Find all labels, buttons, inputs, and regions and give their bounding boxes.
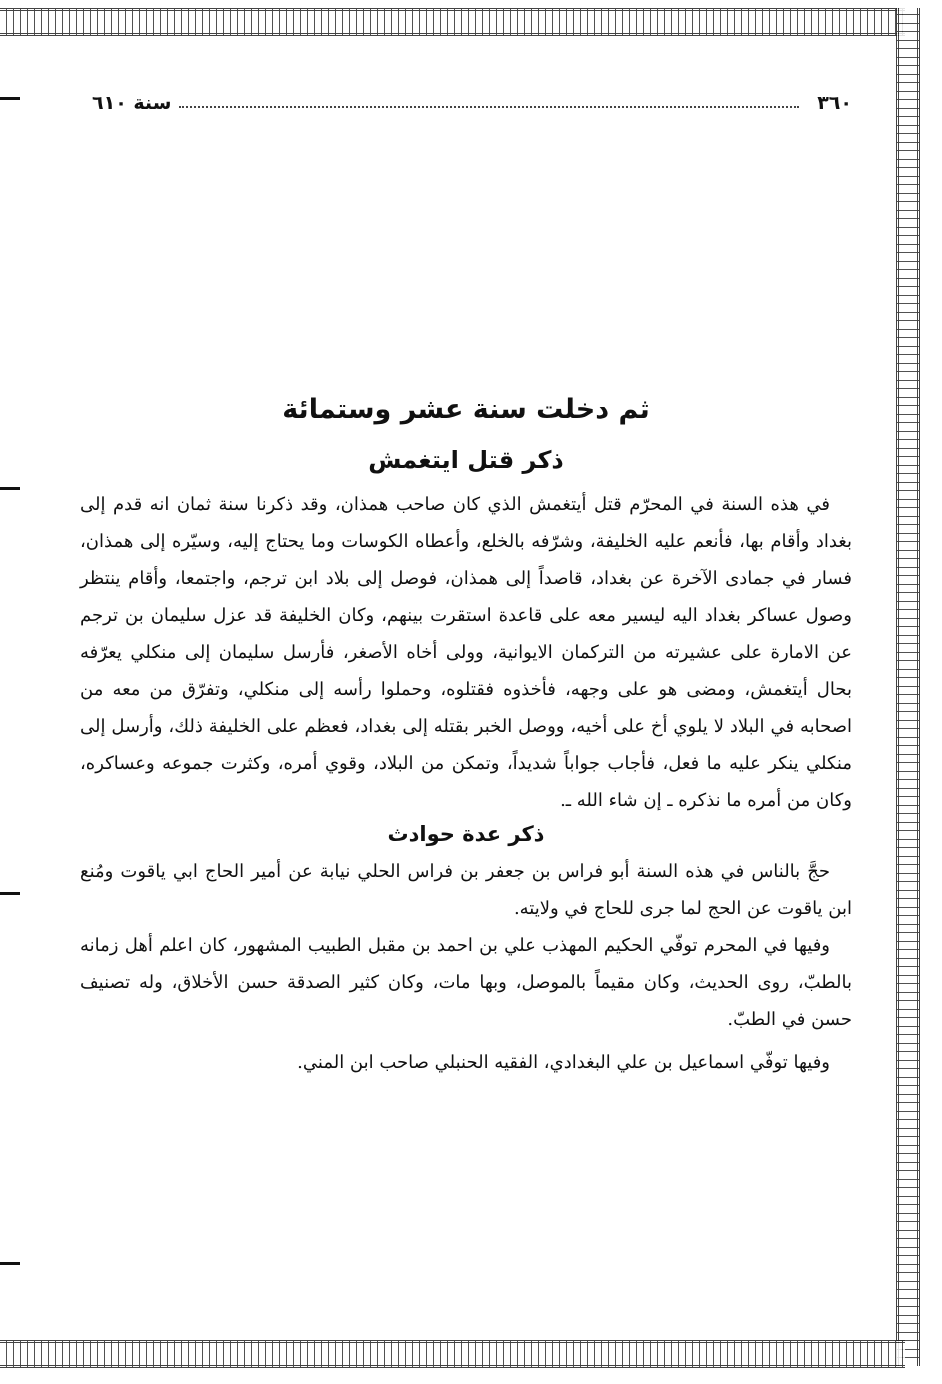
edge-tick-mark (0, 1262, 20, 1265)
paragraph: وفيها في المحرم توفّي الحكيم المهذب علي بن احمد بن مقبل الطبيب المشهور، كان اعلم أهل زمانه بالطبّ، روى الحديث، وكان مقيماً بالموصل، وبها مات، وكان كثير الصدقة حسن الأخلاق، وله تصنيف حسن في الطبّ. (80, 935, 852, 1030)
running-head-year: سنة ٦١٠ (92, 92, 172, 114)
section-heading-events: ذكر عدة حوادث (387, 822, 545, 846)
page-body (80, 390, 852, 1081)
page-number: ٣٦٠ (817, 92, 852, 114)
running-head (92, 86, 852, 114)
edge-tick-mark (0, 487, 20, 490)
ornamental-border-right (896, 8, 920, 1366)
section-heading-itughmish: ذكر قتل ايتغمش (368, 446, 564, 474)
ornamental-border-bottom (0, 1340, 905, 1368)
edge-tick-mark (0, 892, 20, 895)
ornamental-border-top (0, 8, 905, 36)
edge-tick-mark (0, 97, 20, 100)
paragraph: حجَّ بالناس في هذه السنة أبو فراس بن جعفر بن فراس الحلي نيابة عن أمير الحاج ابي ياقوت ومُنع ابن ياقوت عن الحج لما جرى للحاج في ولايته. (80, 861, 852, 919)
paragraph: في هذه السنة في المحرّم قتل أيتغمش الذي كان صاحب همذان، وقد ذكرنا سنة ثمان انه قدم إلى بغداد وأقام بها، فأنعم عليه الخليفة، وشرّفه بالخلع، وأعطاه الكوسات وما يحتاج إليه، وسيّره إلى همذان، فسار في جمادى الآخرة عن بغداد، قاصداً إلى همذان، فوصل إلى بلاد ابن ترجم، واجتمعا، وأقام ينتظر وصول عساكر بغداد اليه ليسير معه على قاعدة استقرت بينهم، وكان الخليفة قد عزل سليمان بن ترجم عن الامارة على عشيرته من التركمان الايوانية، وولى أخاه الأصغر، فأرسل سليمان إلى منكلي يعرّفه بحال أيتغمش، ومضى هو على وجهه، فأخذوه فقتلوه، وحملوا رأسه إلى منكلي، وتفرّق من معه من اصحابه في البلاد لا يلوي أخ على أخيه، ووصل الخبر بقتله إلى بغداد، فعظم على الخليفة ذلك، وأرسل إلى منكلي ينكر عليه ما فعل، فأجاب جواباً شديداً، وتمكن من البلاد، وقوي أمره، وكثرت جموعه وعساكره، وكان من أمره ما نذكره ـ إن شاء الله ـ. (80, 494, 852, 811)
paragraph: وفيها توفّي اسماعيل بن علي البغدادي، الفقيه الحنبلي صاحب ابن المني. (297, 1052, 830, 1073)
year-heading: ثم دخلت سنة عشر وستمائة (282, 394, 650, 425)
dotted-leader (179, 106, 799, 108)
